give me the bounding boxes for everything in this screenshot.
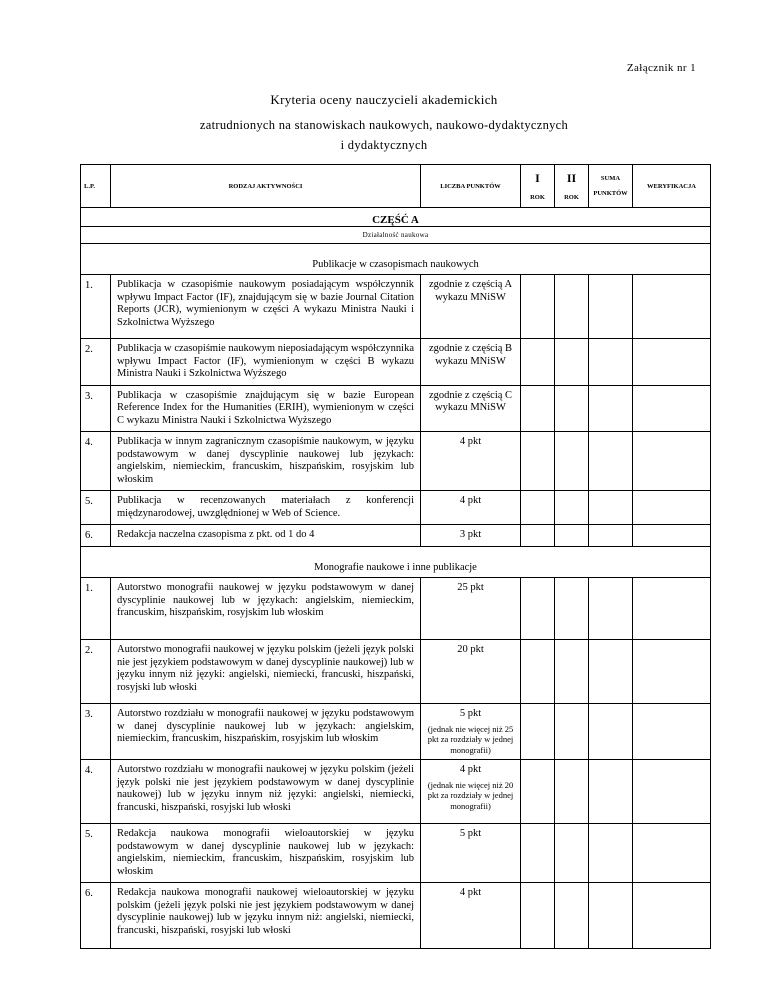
- row-points-value: 4 pkt: [459, 436, 482, 447]
- row-year-1-cell[interactable]: [521, 385, 555, 432]
- row-description: Autorstwo monografii naukowej w języku polskim (jeżeli język polski nie jest językiem podstawowym w danej dyscyplinie naukowej) lub w języku innym niż języki: angielski, niemiecki, francuski, hiszpański, rosyjski lub włoski: [111, 640, 421, 704]
- row-sum-cell[interactable]: [589, 704, 633, 760]
- row-number: 1.: [81, 275, 111, 339]
- row-year-1-cell[interactable]: [521, 525, 555, 547]
- row-sum-cell[interactable]: [589, 824, 633, 883]
- row-number: 2.: [81, 640, 111, 704]
- header-verification: WERYFIKACJA: [633, 165, 711, 208]
- row-sum-cell[interactable]: [589, 760, 633, 824]
- table-row: [81, 760, 711, 824]
- row-description: Publikacja w czasopiśmie naukowym nieposiadającym współczynnika wpływu Impact Factor (IF), wymienionym w części B wykazu Ministra Nauki i Szkolnictwa Wyższego: [111, 339, 421, 386]
- row-year-1-cell[interactable]: [521, 824, 555, 883]
- row-verification-cell[interactable]: [633, 275, 711, 339]
- row-sum-cell[interactable]: [589, 525, 633, 547]
- row-points: [421, 640, 521, 704]
- table-row: [81, 339, 711, 386]
- header-activity: RODZAJ AKTYWNOŚCI: [111, 165, 421, 208]
- table-row: [81, 491, 711, 525]
- row-description: Publikacja w czasopiśmie znajdującym się w bazie European Reference Index for the Humanities (ERIH), wymienionym w części C wykazu Ministra Nauki i Szkolnictwa Wyższego: [111, 385, 421, 432]
- header-sum: [589, 165, 633, 208]
- row-verification-cell[interactable]: [633, 824, 711, 883]
- group-title: Monografie naukowe i inne publikacje: [81, 547, 711, 578]
- row-verification-cell[interactable]: [633, 760, 711, 824]
- row-points-value: zgodnie z częścią A wykazu MNiSW: [428, 279, 513, 303]
- row-year-1-cell[interactable]: [521, 491, 555, 525]
- row-year-2-cell[interactable]: [555, 385, 589, 432]
- table-row: [81, 385, 711, 432]
- row-year-2-cell[interactable]: [555, 824, 589, 883]
- row-verification-cell[interactable]: [633, 640, 711, 704]
- row-points: [421, 578, 521, 640]
- header-lp: L.P.: [81, 165, 111, 208]
- row-description: Redakcja naczelna czasopisma z pkt. od 1 do 4: [111, 525, 421, 547]
- row-year-1-cell[interactable]: [521, 883, 555, 949]
- table-row: [81, 525, 711, 547]
- row-sum-cell[interactable]: [589, 883, 633, 949]
- row-points: [421, 275, 521, 339]
- part-title: CZĘŚĆ A: [81, 208, 711, 227]
- table-row: [81, 704, 711, 760]
- row-points-value: 5 pkt: [459, 708, 482, 719]
- row-year-1-cell[interactable]: [521, 760, 555, 824]
- row-year-1-cell[interactable]: [521, 704, 555, 760]
- row-sum-cell[interactable]: [589, 385, 633, 432]
- row-description: Redakcja naukowa monografii naukowej wieloautorskiej w języku polskim (jeżeli język polski nie jest językiem podstawowym w danej dyscyplinie naukowej) lub w języku innym niż: angielski, niemiecki, francuski, hiszpański, rosyjski lub włoski: [111, 883, 421, 949]
- row-number: 4.: [81, 432, 111, 491]
- row-year-2-cell[interactable]: [555, 704, 589, 760]
- row-points-value: 25 pkt: [457, 582, 484, 593]
- row-points: [421, 525, 521, 547]
- row-verification-cell[interactable]: [633, 883, 711, 949]
- table-row: [81, 883, 711, 949]
- row-sum-cell[interactable]: [589, 275, 633, 339]
- row-sum-cell[interactable]: [589, 339, 633, 386]
- criteria-table: [80, 164, 711, 949]
- row-verification-cell[interactable]: [633, 339, 711, 386]
- row-year-1-cell[interactable]: [521, 339, 555, 386]
- row-points-note: (jednak nie więcej niż 20 pkt za rozdziały w jednej monografii): [427, 779, 514, 811]
- row-year-1-cell[interactable]: [521, 275, 555, 339]
- table-row: [81, 275, 711, 339]
- row-year-2-cell[interactable]: [555, 525, 589, 547]
- header-year-1: [521, 165, 555, 208]
- row-description: Autorstwo monografii naukowej w języku podstawowym w danej dyscyplinie naukowej lub w językach: angielskim, niemieckim, francuskim, hiszpańskim, rosyjskim lub włoskim: [111, 578, 421, 640]
- header-year-1-number: I: [535, 171, 540, 185]
- row-number: 6.: [81, 883, 111, 949]
- header-year-1-label: ROK: [530, 194, 545, 201]
- row-verification-cell[interactable]: [633, 578, 711, 640]
- row-number: 3.: [81, 385, 111, 432]
- row-sum-cell[interactable]: [589, 432, 633, 491]
- header-year-2-number: II: [566, 171, 577, 185]
- annex-label: Załącznik nr 1: [626, 62, 696, 74]
- row-number: 5.: [81, 824, 111, 883]
- header-year-2: [555, 165, 589, 208]
- row-year-1-cell[interactable]: [521, 640, 555, 704]
- row-year-2-cell[interactable]: [555, 339, 589, 386]
- part-row: [81, 208, 711, 227]
- row-points-value: 4 pkt: [459, 495, 482, 506]
- row-number: 1.: [81, 578, 111, 640]
- row-points-value: 3 pkt: [459, 529, 482, 540]
- row-description: Autorstwo rozdziału w monografii naukowej w języku podstawowym w danej dyscyplinie naukowej lub w językach: angielskim, niemieckim, francuskim, hiszpańskim, rosyjskim lub włoskim: [111, 704, 421, 760]
- row-year-1-cell[interactable]: [521, 432, 555, 491]
- row-sum-cell[interactable]: [589, 640, 633, 704]
- row-points: [421, 704, 521, 760]
- table-header-row: [81, 165, 711, 208]
- row-description: Autorstwo rozdziału w monografii naukowej w języku polskim (jeżeli język polski nie jest językiem podstawowym w danej dyscyplinie naukowej) lub w języku innym niż języki: angielski, niemiecki, francuski, hiszpański, rosyjski lub włoski: [111, 760, 421, 824]
- row-points: [421, 432, 521, 491]
- row-year-2-cell[interactable]: [555, 491, 589, 525]
- row-sum-cell[interactable]: [589, 578, 633, 640]
- header-sum-line-1: SUMA: [600, 175, 621, 182]
- header-sum-line-2: PUNKTÓW: [593, 190, 628, 197]
- row-points-value: zgodnie z częścią C wykazu MNiSW: [428, 389, 513, 413]
- row-verification-cell[interactable]: [633, 704, 711, 760]
- row-verification-cell[interactable]: [633, 525, 711, 547]
- row-year-2-cell[interactable]: [555, 578, 589, 640]
- row-points-value: 4 pkt: [459, 764, 482, 775]
- row-year-2-cell[interactable]: [555, 883, 589, 949]
- group-row: [81, 547, 711, 578]
- row-points-value: zgodnie z częścią B wykazu MNiSW: [428, 343, 513, 367]
- row-year-2-cell[interactable]: [555, 760, 589, 824]
- row-description: Publikacja w innym zagranicznym czasopiśmie naukowym, w języku podstawowym w danej dyscyplinie naukowej lub językach: angielskim, niemieckim, francuskim, hiszpańskim, rosyjskim lub włoskim: [111, 432, 421, 491]
- section-title: Działalność naukowa: [81, 227, 711, 244]
- header-year-2-label: ROK: [564, 194, 579, 201]
- row-number: 2.: [81, 339, 111, 386]
- row-points-note: (jednak nie więcej niż 25 pkt za rozdziały w jednej monografii): [427, 723, 514, 755]
- row-verification-cell[interactable]: [633, 491, 711, 525]
- row-points: [421, 760, 521, 824]
- group-row: [81, 244, 711, 275]
- row-description: Redakcja naukowa monografii wieloautorskiej w języku podstawowym w danej dyscyplinie naukowej lub w językach: angielskim, niemieckim, francuskim, hiszpańskim, rosyjskim lub włoskim: [111, 824, 421, 883]
- document-title: Kryteria oceny nauczycieli akademickich: [270, 92, 498, 107]
- row-number: 6.: [81, 525, 111, 547]
- table-row: [81, 578, 711, 640]
- row-verification-cell[interactable]: [633, 385, 711, 432]
- group-title: Publikacje w czasopismach naukowych: [81, 244, 711, 275]
- row-points-value: 20 pkt: [457, 644, 484, 655]
- row-verification-cell[interactable]: [633, 432, 711, 491]
- row-points-value: 5 pkt: [459, 828, 482, 839]
- document-subtitle-line-1: zatrudnionych na stanowiskach naukowych, naukowo-dydaktycznych: [199, 118, 569, 132]
- section-row: [81, 227, 711, 244]
- row-number: 5.: [81, 491, 111, 525]
- row-description: Publikacja w czasopiśmie naukowym posiadającym współczynnik wpływu Impact Factor (IF), znajdującym się w bazie Journal Citation Reports (JCR), wymienionym w części A wykazu Ministra Nauki i Szkolnictwa Wyższego: [111, 275, 421, 339]
- row-year-2-cell[interactable]: [555, 275, 589, 339]
- table-row: [81, 640, 711, 704]
- row-points: [421, 491, 521, 525]
- row-number: 4.: [81, 760, 111, 824]
- row-year-2-cell[interactable]: [555, 432, 589, 491]
- table-row: [81, 824, 711, 883]
- row-points: [421, 824, 521, 883]
- row-points: [421, 339, 521, 386]
- row-points: [421, 385, 521, 432]
- table-row: [81, 432, 711, 491]
- header-points: LICZBA PUNKTÓW: [421, 165, 521, 208]
- row-sum-cell[interactable]: [589, 491, 633, 525]
- document-subtitle-line-2: i dydaktycznych: [340, 138, 428, 152]
- row-year-1-cell[interactable]: [521, 578, 555, 640]
- row-points-value: 4 pkt: [459, 887, 482, 898]
- row-description: Publikacja w recenzowanych materiałach z konferencji międzynarodowej, uwzględnionej w Web of Science.: [111, 491, 421, 525]
- row-year-2-cell[interactable]: [555, 640, 589, 704]
- row-number: 3.: [81, 704, 111, 760]
- row-points: [421, 883, 521, 949]
